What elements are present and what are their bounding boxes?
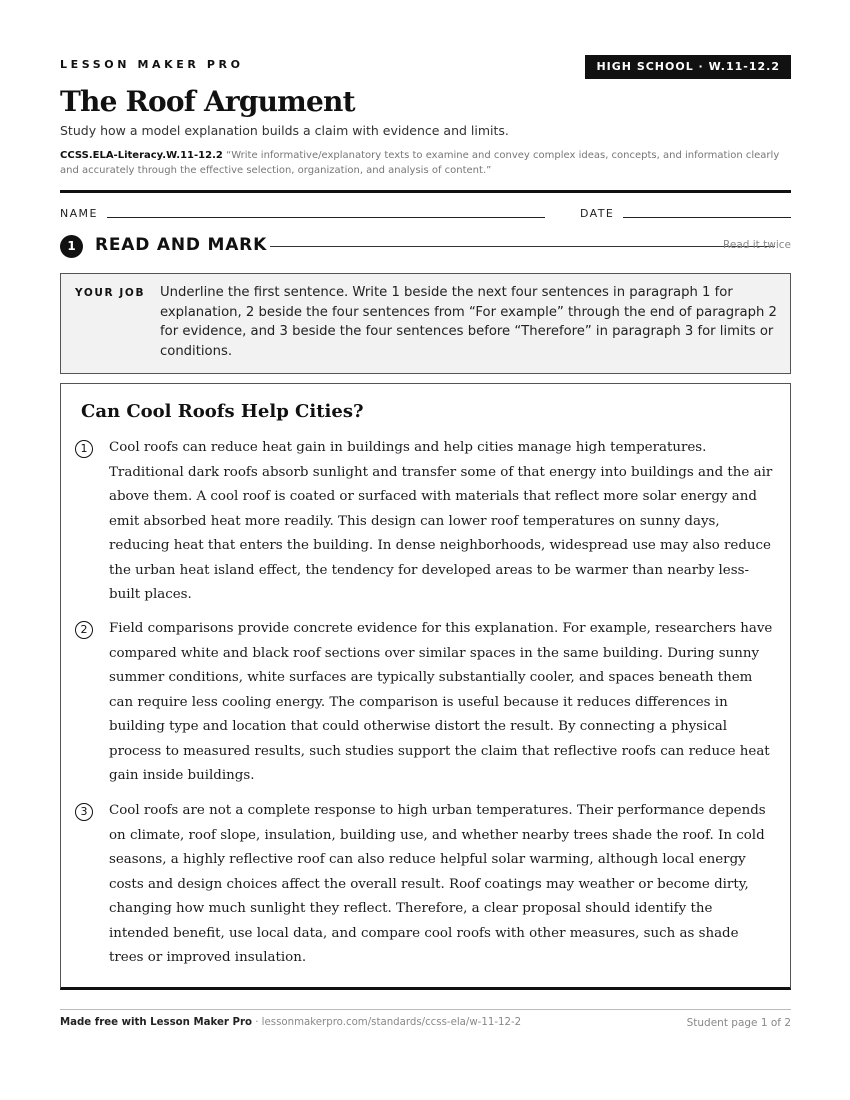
top-bar bbox=[60, 55, 791, 79]
paragraph-text: Field comparisons provide concrete evidence for this explanation. For example, researchers have compared white and black roof sections over similar spaces in the same building. During sunny summer conditions, white surfaces are typically substantially cooler, and spaces beneath them can require less cooling energy. The comparison is useful because it reduces differences in building type and location that could otherwise distort the result. By connecting a physical process to measured results, such studies support the claim that reflective roofs can reduce heat gain inside buildings. bbox=[109, 621, 773, 783]
standard-code: CCSS.ELA-Literacy.W.11-12.2 bbox=[60, 150, 223, 161]
paragraph-text: Cool roofs are not a complete response to high urban temperatures. Their performance depends on climate, roof slope, insulation, building use, and whether nearby trees shade the roof. In cold seasons, a highly reflective roof can also reduce helpful solar warming, although local energy costs and design choices affect the overall result. Roof coatings may weather or become dirty, changing how much sunlight they reflect. Therefore, a clear proposal should identify the intended benefit, use local data, and compare cool roofs with other measures, such as shade trees or improved insulation. bbox=[109, 803, 766, 965]
level-badge: HIGH SCHOOL · W.11-12.2 bbox=[585, 55, 791, 79]
page-number: Student page 1 of 2 bbox=[686, 1017, 791, 1029]
paragraph-number-badge: 1 bbox=[75, 440, 93, 458]
footer-url: · lessonmakerpro.com/standards/ccss-ela/w-11-12-2 bbox=[251, 1017, 522, 1028]
instructions-box bbox=[60, 273, 791, 374]
standard-reference bbox=[60, 148, 791, 178]
instructions-text: Underline the first sentence. Write 1 beside the next four sentences in paragraph 1 for explanation, 2 beside the four sentences from “For example” through the end of paragraph 2 for evidence, and 3 beside the four sentences before “Therefore” in paragraph 3 for limits or conditions. bbox=[160, 285, 777, 359]
paragraph-number-badge: 2 bbox=[75, 621, 93, 639]
date-label: DATE bbox=[580, 207, 615, 220]
passage-title: Can Cool Roofs Help Cities? bbox=[81, 401, 364, 422]
name-field[interactable] bbox=[107, 217, 545, 218]
page-subtitle: Study how a model explanation builds a claim with evidence and limits. bbox=[60, 123, 509, 138]
standard-text: “Write informative/explanatory texts to examine and convey complex ideas, concepts, and information clearly and accurately through the effective selection, organization, and analysis of content.” bbox=[60, 150, 780, 176]
name-label: NAME bbox=[60, 207, 98, 220]
section-header bbox=[60, 234, 791, 258]
name-date-row bbox=[60, 205, 791, 221]
reading-passage bbox=[60, 383, 791, 990]
section-note: Read it twice bbox=[723, 239, 791, 251]
date-field[interactable] bbox=[623, 217, 791, 218]
paragraph-number-badge: 3 bbox=[75, 803, 93, 821]
header-divider bbox=[60, 190, 791, 193]
footer-made-with: Made free with Lesson Maker Pro bbox=[60, 1017, 252, 1028]
page-title: The Roof Argument bbox=[60, 85, 355, 118]
section-divider bbox=[270, 246, 775, 247]
instructions-label: YOUR JOB bbox=[75, 287, 146, 299]
brand-name: LESSON MAKER PRO bbox=[60, 58, 244, 71]
footer-credit bbox=[60, 1017, 521, 1028]
paragraph-text: Cool roofs can reduce heat gain in buildings and help cities manage high temperatures. Traditional dark roofs absorb sunlight and transfer some of that energy into buildings and the air above them. A cool roof is coated or surfaced with materials that reflect more solar energy and emit absorbed heat more readily. This design can lower roof temperatures on sunny days, reducing heat that enters the building. In dense neighborhoods, widespread use may also reduce the urban heat island effect, the tendency for developed areas to be warmer than nearby less-built places. bbox=[109, 440, 773, 602]
section-title: READ AND MARK bbox=[95, 235, 268, 255]
section-number-badge: 1 bbox=[60, 235, 83, 258]
footer-divider bbox=[60, 1009, 791, 1010]
